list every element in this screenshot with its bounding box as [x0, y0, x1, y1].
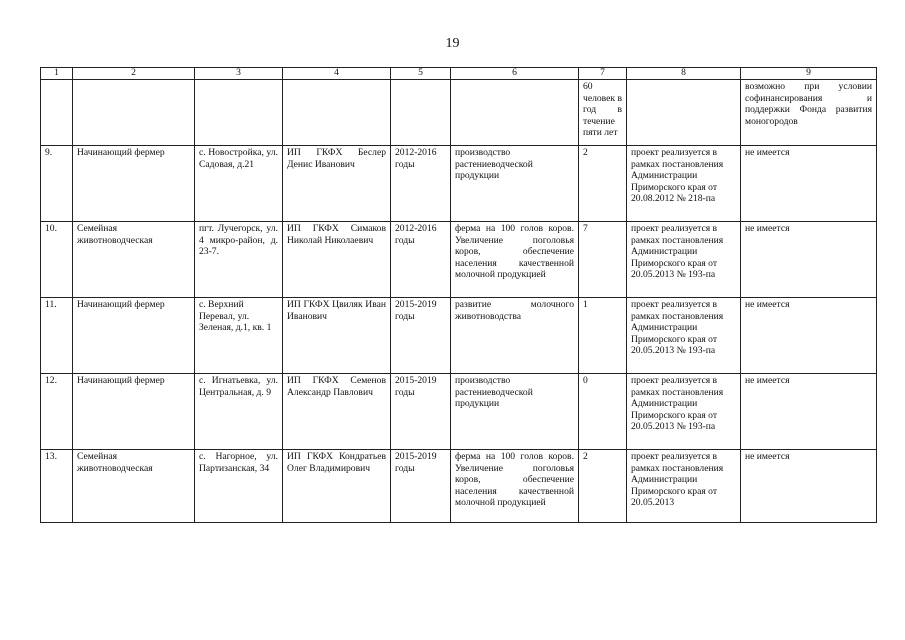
address: с. Игнатьевка, ул. Центральная, д. 9 — [195, 374, 283, 450]
activity: ферма на 100 голов коров. Увеличение поголовья коров, обеспечение населения качественной молочной продукцией — [451, 222, 579, 298]
table-cell — [41, 80, 73, 146]
farm-type: Начинающий фермер — [73, 146, 195, 222]
farm-type: Семейная животноводческая — [73, 222, 195, 298]
jobs-continuation-cell: 60 человек в год в течение пяти лет — [579, 80, 627, 146]
jobs: 7 — [579, 222, 627, 298]
column-header: 3 — [195, 68, 283, 80]
row-number: 9. — [41, 146, 73, 222]
table-cell — [73, 80, 195, 146]
jobs: 1 — [579, 298, 627, 374]
table-cell — [195, 80, 283, 146]
project-status: проект реализуется в рамках постановления Администрации Приморского края от 20.05.2013 № 193-па — [627, 374, 741, 450]
column-header: 4 — [283, 68, 391, 80]
activity: производство растениеводческой продукции — [451, 374, 579, 450]
support: не имеется — [741, 146, 877, 222]
table-cell — [627, 80, 741, 146]
table-row — [41, 298, 877, 374]
support: не имеется — [741, 298, 877, 374]
years: 2015-2019 годы — [391, 298, 451, 374]
activity: ферма на 100 голов коров. Увеличение поголовья коров, обеспечение населения качественной молочной продукцией — [451, 450, 579, 523]
table-row — [41, 374, 877, 450]
row-number: 12. — [41, 374, 73, 450]
farm-type: Начинающий фермер — [73, 298, 195, 374]
table-row — [41, 146, 877, 222]
jobs: 2 — [579, 146, 627, 222]
years: 2012-2016 годы — [391, 222, 451, 298]
farm-type: Начинающий фермер — [73, 374, 195, 450]
years: 2015-2019 годы — [391, 374, 451, 450]
owner: ИП ГКФХ Цвиляк Иван Иванович — [283, 298, 391, 374]
support: не имеется — [741, 450, 877, 523]
owner: ИП ГКФХ Беслер Денис Иванович — [283, 146, 391, 222]
jobs: 0 — [579, 374, 627, 450]
activity: производство растениеводческой продукции — [451, 146, 579, 222]
project-status: проект реализуется в рамках постановления Администрации Приморского края от 20.08.2012 № 218-па — [627, 146, 741, 222]
jobs: 2 — [579, 450, 627, 523]
column-header: 8 — [627, 68, 741, 80]
table-cell — [391, 80, 451, 146]
project-status: проект реализуется в рамках постановления Администрации Приморского края от 20.05.2013 № 193-па — [627, 222, 741, 298]
owner: ИП ГКФХ Семенов Александр Павлович — [283, 374, 391, 450]
support: не имеется — [741, 222, 877, 298]
page-number: 19 — [445, 36, 460, 51]
column-header: 7 — [579, 68, 627, 80]
owner: ИП ГКФХ Кондратьев Олег Владимирович — [283, 450, 391, 523]
address: с. Нагорное, ул. Партизанская, 34 — [195, 450, 283, 523]
owner: ИП ГКФХ Симаков Николай Николаевич — [283, 222, 391, 298]
years: 2015-2019 годы — [391, 450, 451, 523]
column-header: 5 — [391, 68, 451, 80]
project-status: проект реализуется в рамках постановления Администрации Приморского края от 20.05.2013 № 193-па — [627, 298, 741, 374]
table-cell — [283, 80, 391, 146]
project-status: проект реализуется в рамках постановления Администрации Приморского края от 20.05.2013 — [627, 450, 741, 523]
column-header: 2 — [73, 68, 195, 80]
address: пгт. Лучегорск, ул. 4 микро-район, д. 23-7. — [195, 222, 283, 298]
table-row — [41, 450, 877, 523]
address: с. Верхний Перевал, ул. Зеленая, д.1, кв. 1 — [195, 298, 283, 374]
years: 2012-2016 годы — [391, 146, 451, 222]
support: не имеется — [741, 374, 877, 450]
column-header: 1 — [41, 68, 73, 80]
farm-type: Семейная животноводческая — [73, 450, 195, 523]
activity: развитие молочного животноводства — [451, 298, 579, 374]
table-cell — [451, 80, 579, 146]
continuation-row — [41, 80, 877, 146]
row-number: 13. — [41, 450, 73, 523]
table-row — [41, 222, 877, 298]
column-header: 9 — [741, 68, 877, 80]
row-number: 10. — [41, 222, 73, 298]
column-header: 6 — [451, 68, 579, 80]
support-continuation-cell: возможно при условии софинансирования и поддержки Фонда развития моногородов — [741, 80, 877, 146]
row-number: 11. — [41, 298, 73, 374]
column-number-row — [41, 68, 877, 80]
address: с. Новостройка, ул. Садовая, д.21 — [195, 146, 283, 222]
projects-table — [40, 67, 877, 523]
